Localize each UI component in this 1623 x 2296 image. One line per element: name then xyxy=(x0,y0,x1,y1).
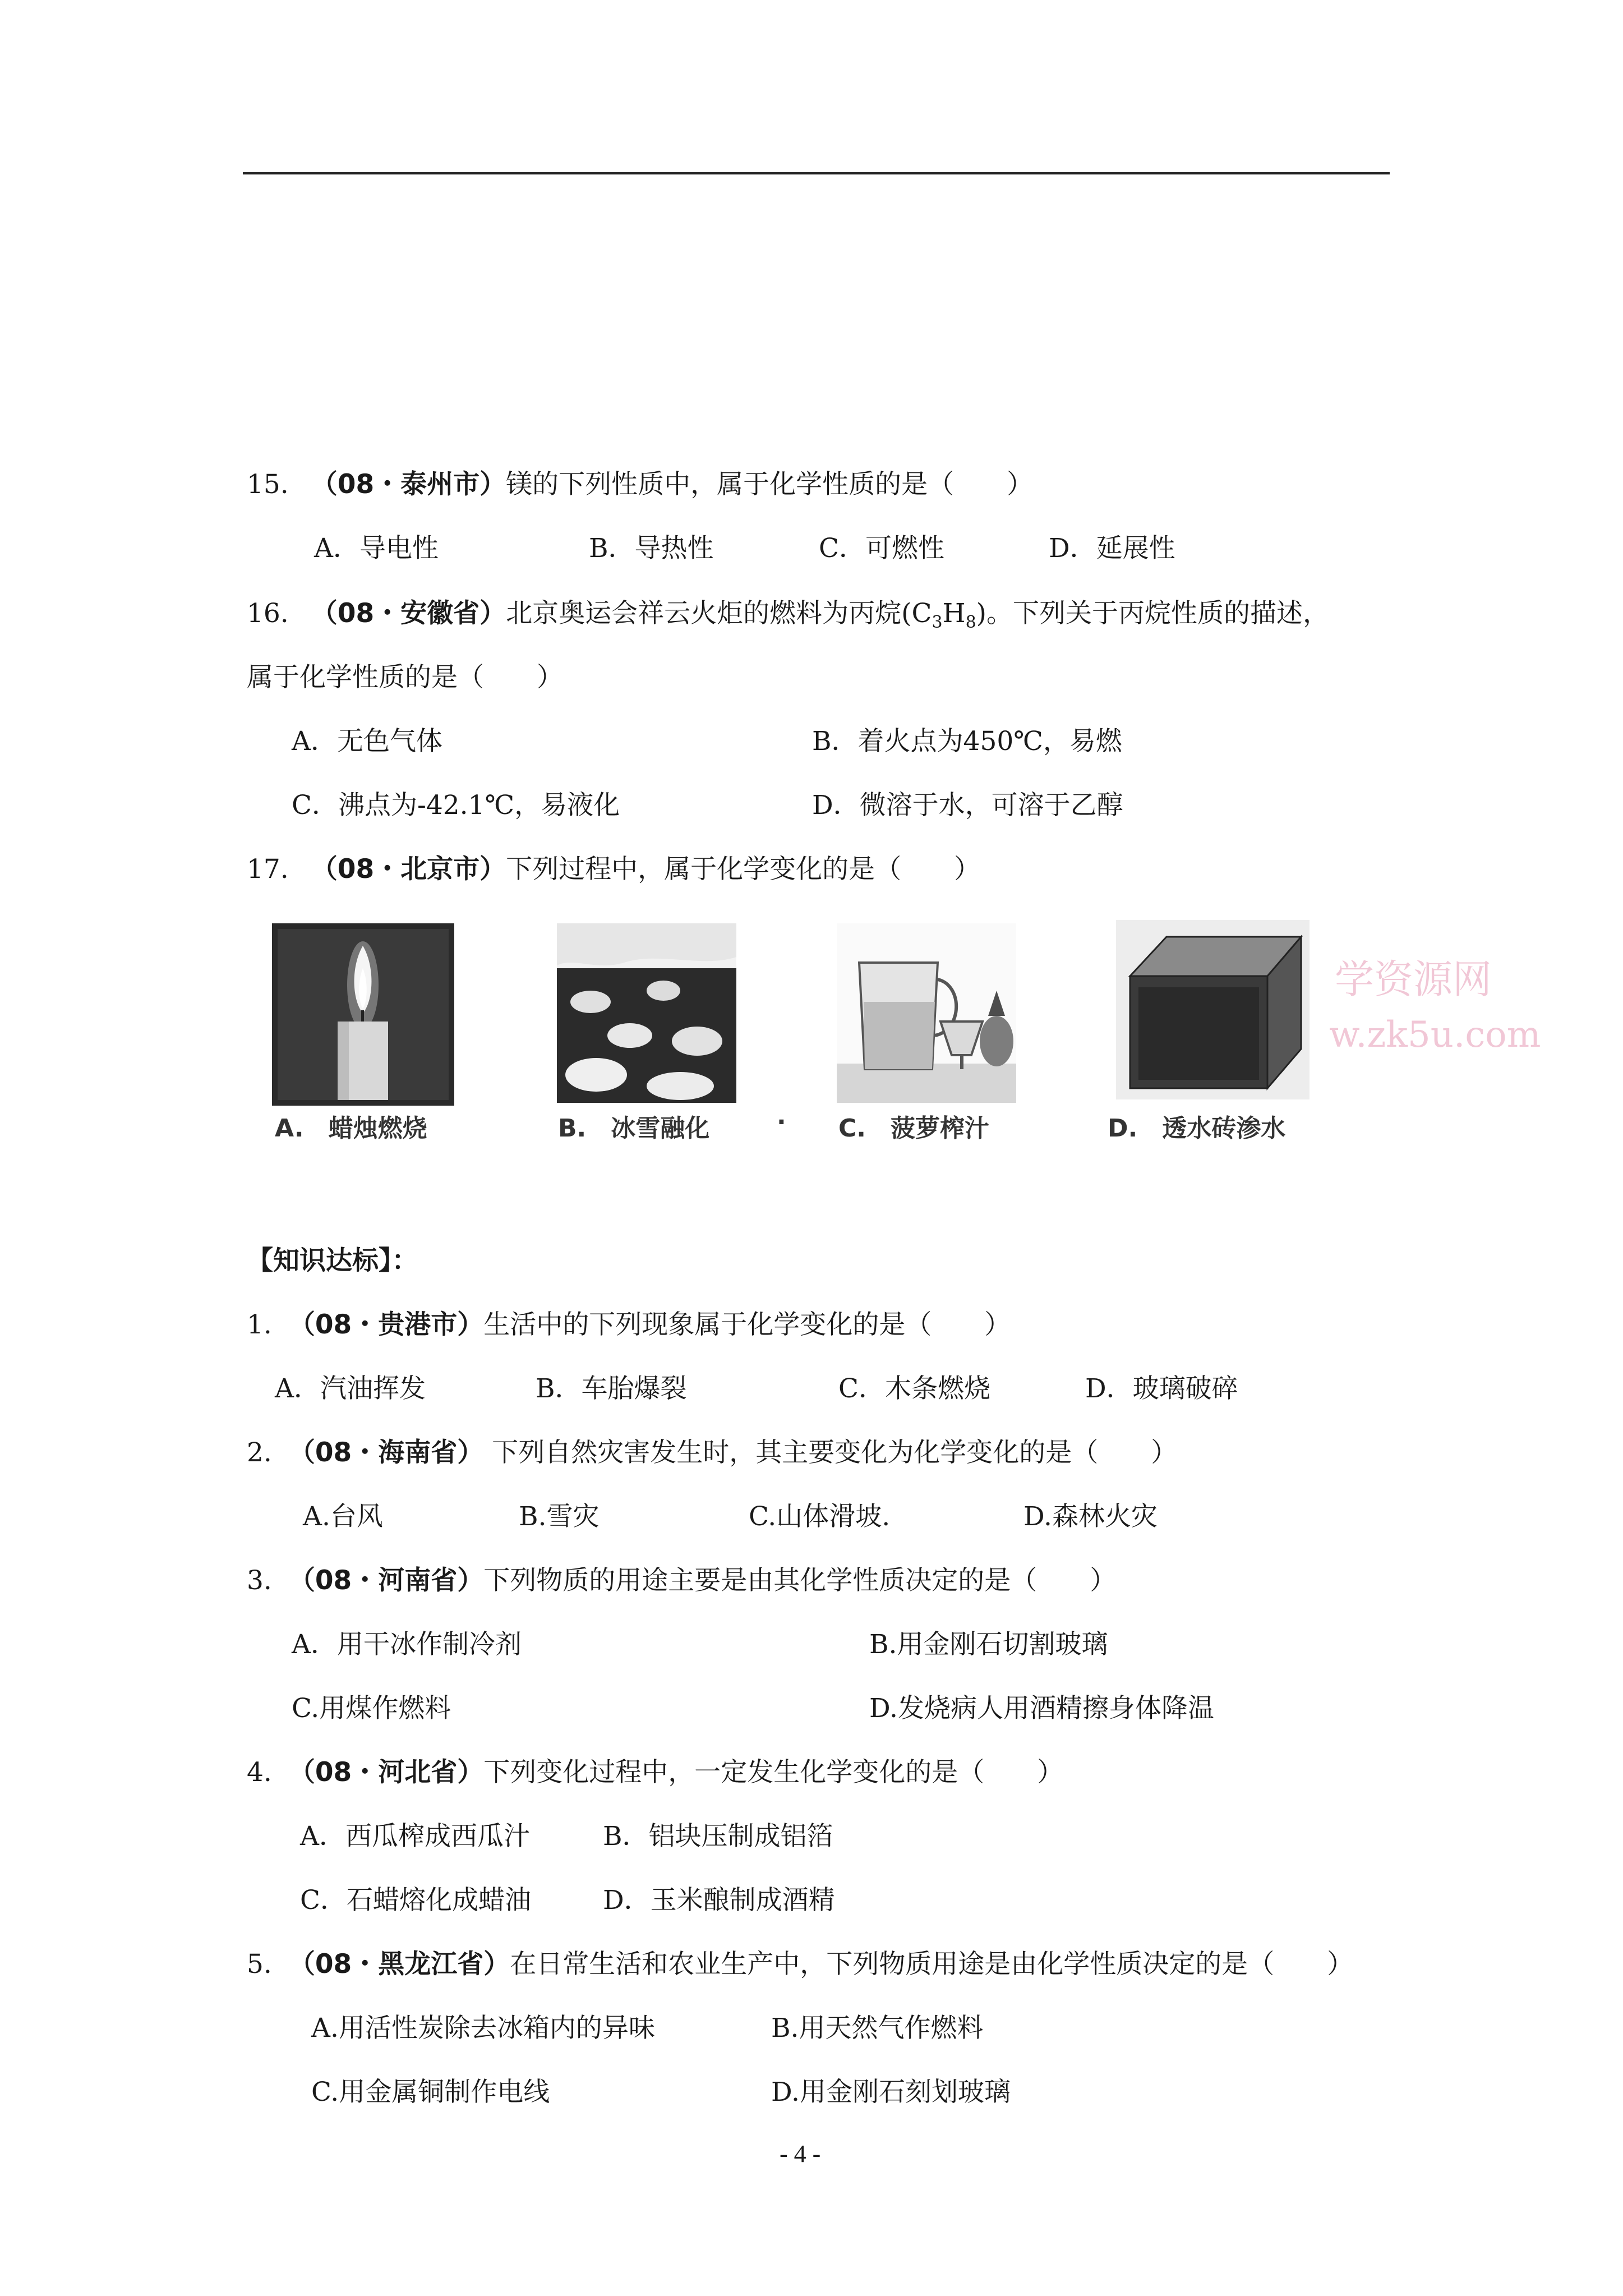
watermark-line1: 学资源网 xyxy=(1335,956,1492,1002)
subscript-8: 8 xyxy=(965,613,976,632)
option-b: B．铝块压制成铝箔 xyxy=(603,1821,833,1852)
question-number: 4. xyxy=(247,1757,272,1788)
option-b: B．导热性 xyxy=(589,533,714,564)
option-c: C．可燃性 xyxy=(819,533,944,564)
option-b: B.用金刚石切割玻璃 xyxy=(869,1629,1108,1660)
question-source: （08・河南省） xyxy=(288,1565,484,1596)
question-source: （08・黑龙江省） xyxy=(288,1949,510,1980)
question-source: （08・安徽省） xyxy=(311,598,506,629)
option-a: A．用干冰作制冷剂 xyxy=(292,1629,522,1660)
question-number: 15. xyxy=(247,469,289,500)
caption-d: D. 透水砖渗水 xyxy=(1108,1114,1286,1143)
question-17 xyxy=(247,853,980,886)
question-stem: 下列物质的用途主要是由其化学性质决定的是（ ） xyxy=(483,1565,1117,1596)
question-number: 2. xyxy=(247,1437,272,1468)
caption-a: A. 蜡烛燃烧 xyxy=(275,1114,427,1143)
question-stem: 北京奥运会祥云火炬的燃料为丙烷(C xyxy=(506,598,932,629)
permeable-brick-image xyxy=(1116,920,1310,1099)
option-c: C.山体滑坡. xyxy=(749,1501,891,1532)
option-a: A．导电性 xyxy=(314,533,439,564)
question-stem: 生活中的下列现象属于化学变化的是（ ） xyxy=(483,1309,1011,1340)
option-d: D.森林火灾 xyxy=(1023,1501,1158,1532)
option-d: D．延展性 xyxy=(1049,533,1175,564)
question-k2 xyxy=(247,1436,1177,1470)
separator-dot: · xyxy=(777,1108,786,1137)
question-stem: 在日常生活和农业生产中，下列物质用途是由化学性质决定的是（ ） xyxy=(510,1949,1354,1980)
option-b: B．着火点为450℃，易燃 xyxy=(812,726,1122,757)
question-stem: 下列过程中，属于化学变化的是（ ） xyxy=(506,854,981,885)
candle-burning-image xyxy=(272,923,454,1106)
question-stem-cont: )。下列关于丙烷性质的描述， xyxy=(976,598,1329,629)
question-source: （08・泰州市） xyxy=(311,469,506,500)
pineapple-juice-image xyxy=(837,923,1016,1103)
question-stem: 镁的下列性质中，属于化学性质的是（ ） xyxy=(506,469,1034,500)
question-stem: 下列变化过程中，一定发生化学变化的是（ ） xyxy=(483,1757,1064,1788)
question-source: （08・河北省） xyxy=(288,1757,484,1788)
question-number: 16. xyxy=(247,598,289,629)
question-number: 17. xyxy=(247,854,289,885)
option-a: A.用活性炭除去冰箱内的异味 xyxy=(311,2013,655,2044)
question-source: （08・北京市） xyxy=(311,854,506,885)
question-15 xyxy=(247,468,1033,501)
question-stem: 下列自然灾害发生时，其主要变化为化学变化的是（ ） xyxy=(483,1437,1178,1468)
question-number: 3. xyxy=(247,1565,272,1596)
option-d: D.用金刚石刻划玻璃 xyxy=(771,2077,1011,2108)
question-source: （08・贵港市） xyxy=(288,1309,484,1340)
option-b: B.雪灾 xyxy=(519,1501,600,1532)
option-d: D．玻璃破碎 xyxy=(1085,1373,1238,1404)
option-c: C.用金属铜制作电线 xyxy=(311,2077,550,2108)
question-number: 5. xyxy=(247,1949,272,1980)
option-c: C.用煤作燃料 xyxy=(292,1693,451,1724)
option-a: A．西瓜榨成西瓜汁 xyxy=(300,1821,530,1852)
option-b: B．车胎爆裂 xyxy=(536,1373,687,1404)
option-d: D．玉米酿制成酒精 xyxy=(603,1885,835,1916)
ice-melting-image xyxy=(557,923,736,1103)
header-rule xyxy=(243,172,1390,174)
question-source: （08・海南省） xyxy=(288,1437,484,1468)
question-number: 1. xyxy=(247,1309,272,1340)
option-c: C．沸点为-42.1℃，易液化 xyxy=(292,790,620,821)
page-number: - 4 - xyxy=(780,2140,821,2168)
option-c: C．石蜡熔化成蜡油 xyxy=(300,1885,531,1916)
question-16 xyxy=(247,597,1329,639)
option-a: A．无色气体 xyxy=(292,726,442,757)
option-d: D．微溶于水，可溶于乙醇 xyxy=(812,790,1123,821)
caption-b: B. 冰雪融化 xyxy=(558,1114,710,1143)
question-k5 xyxy=(247,1948,1353,1981)
option-d: D.发烧病人用酒精擦身体降温 xyxy=(869,1693,1214,1724)
section-heading: 【知识达标】： xyxy=(247,1245,418,1276)
question-k3 xyxy=(247,1564,1116,1598)
question-k1 xyxy=(247,1308,1011,1342)
subscript-3: 3 xyxy=(932,613,943,632)
question-k4 xyxy=(247,1756,1063,1789)
watermark-line2: w.zk5u.com xyxy=(1329,1014,1541,1056)
option-b: B.用天然气作燃料 xyxy=(771,2013,984,2044)
caption-c: C. 菠萝榨汁 xyxy=(838,1114,990,1143)
option-a: A.台风 xyxy=(303,1501,383,1532)
option-a: A．汽油挥发 xyxy=(275,1373,426,1404)
question-16-line2: 属于化学性质的是（ ） xyxy=(247,662,563,693)
option-c: C．木条燃烧 xyxy=(838,1373,990,1404)
formula-h: H xyxy=(942,598,966,629)
